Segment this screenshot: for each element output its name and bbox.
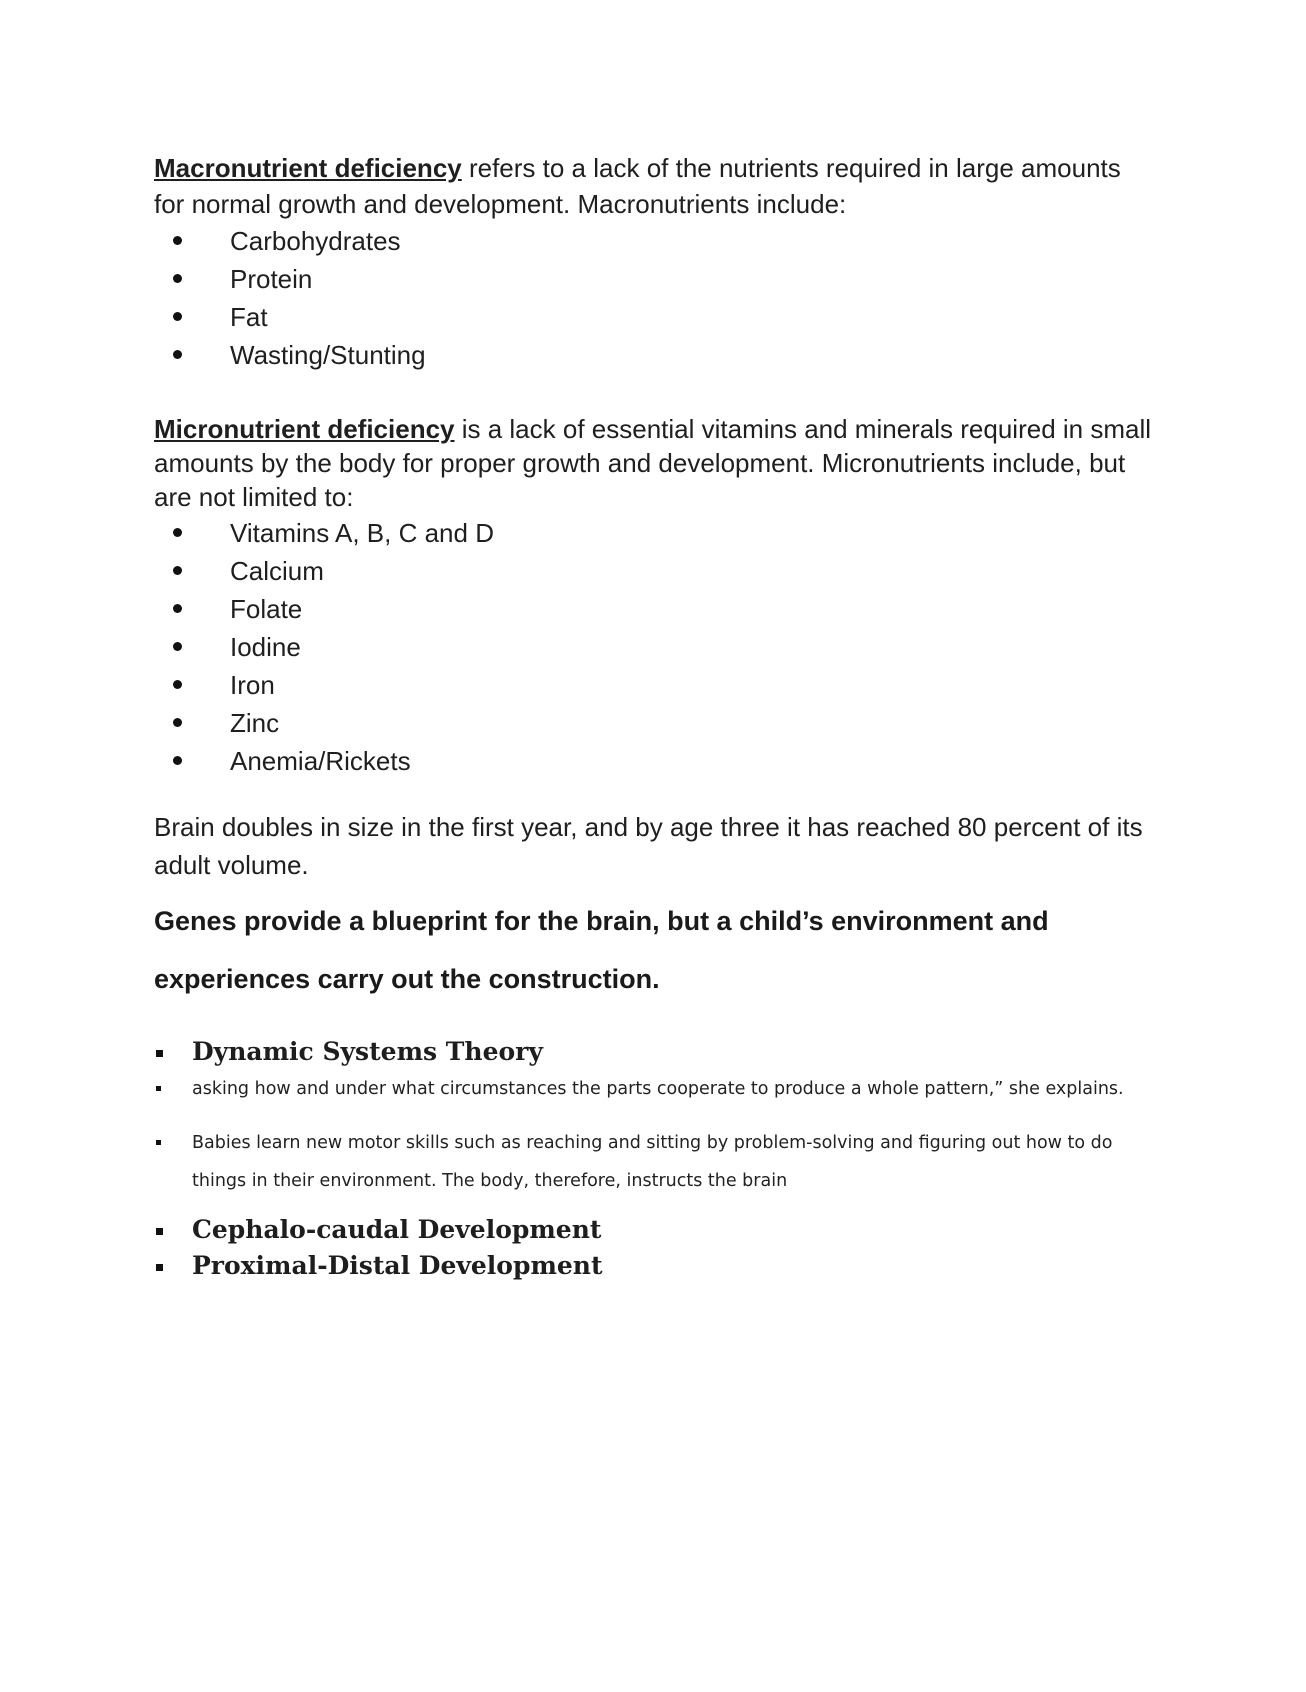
bullet-icon — [173, 236, 182, 245]
micronutrient-list — [154, 514, 1154, 780]
micronutrient-definition: is a lack of essential vitamins and minerals required in small amounts by the body for proper growth and development. Micronutrients include, but are not limited to: — [154, 414, 1152, 512]
brain-growth-paragraph: Brain doubles in size in the first year, and by age three it has reached 80 percent of its adult volume. — [154, 812, 1143, 880]
genes-line-1: Genes provide a blueprint for the brain, but a child’s environment and — [154, 906, 1049, 936]
dynamic-systems-note-1: asking how and under what circumstances the parts cooperate to produce a whole pattern,” she explains. — [154, 1070, 1154, 1108]
bullet-icon — [173, 642, 182, 651]
macronutrient-term: Macronutrient deficiency — [154, 153, 462, 183]
micronutrient-paragraph — [154, 412, 1154, 514]
square-bullet-icon — [156, 1264, 163, 1271]
bullet-icon — [173, 528, 182, 537]
list-item: Protein — [154, 260, 1154, 298]
bullet-icon — [173, 756, 182, 765]
square-bullet-icon — [156, 1228, 163, 1235]
list-item: Fat — [154, 298, 1154, 336]
cephalo-caudal-heading: Cephalo-caudal Development — [154, 1212, 1154, 1248]
list-item: Iodine — [154, 628, 1154, 666]
bullet-icon — [173, 274, 182, 283]
theories-list — [154, 1034, 1154, 1284]
document-page — [154, 150, 1154, 1284]
bullet-icon — [173, 680, 182, 689]
dynamic-systems-note-2: Babies learn new motor skills such as reaching and sitting by problem-solving and figuring out how to do things in their environment. The body, therefore, instructs the brain — [154, 1124, 1154, 1200]
square-bullet-icon — [156, 1050, 163, 1057]
square-bullet-icon — [156, 1140, 161, 1145]
spacer — [154, 374, 1154, 412]
dynamic-systems-heading: Dynamic Systems Theory — [154, 1034, 1154, 1070]
list-item: Folate — [154, 590, 1154, 628]
list-item: Vitamins A, B, C and D — [154, 514, 1154, 552]
proximal-distal-heading: Proximal-Distal Development — [154, 1248, 1154, 1284]
bullet-icon — [173, 718, 182, 727]
bullet-icon — [173, 604, 182, 613]
list-item: Zinc — [154, 704, 1154, 742]
bullet-icon — [173, 566, 182, 575]
list-item: Iron — [154, 666, 1154, 704]
list-item: Calcium — [154, 552, 1154, 590]
list-item: Anemia/Rickets — [154, 742, 1154, 780]
bullet-icon — [173, 350, 182, 359]
genes-line-2: experiences carry out the construction. — [154, 964, 660, 994]
macronutrient-definition: refers to a lack of the nutrients required in large amounts for normal growth and development. Macronutrients include: — [154, 153, 1121, 219]
list-item: Wasting/Stunting — [154, 336, 1154, 374]
macronutrient-paragraph — [154, 150, 1154, 222]
bullet-icon — [173, 312, 182, 321]
genes-statement — [154, 892, 1154, 1008]
list-item: Carbohydrates — [154, 222, 1154, 260]
square-bullet-icon — [156, 1086, 161, 1091]
macronutrient-list — [154, 222, 1154, 374]
micronutrient-term: Micronutrient deficiency — [154, 414, 455, 444]
